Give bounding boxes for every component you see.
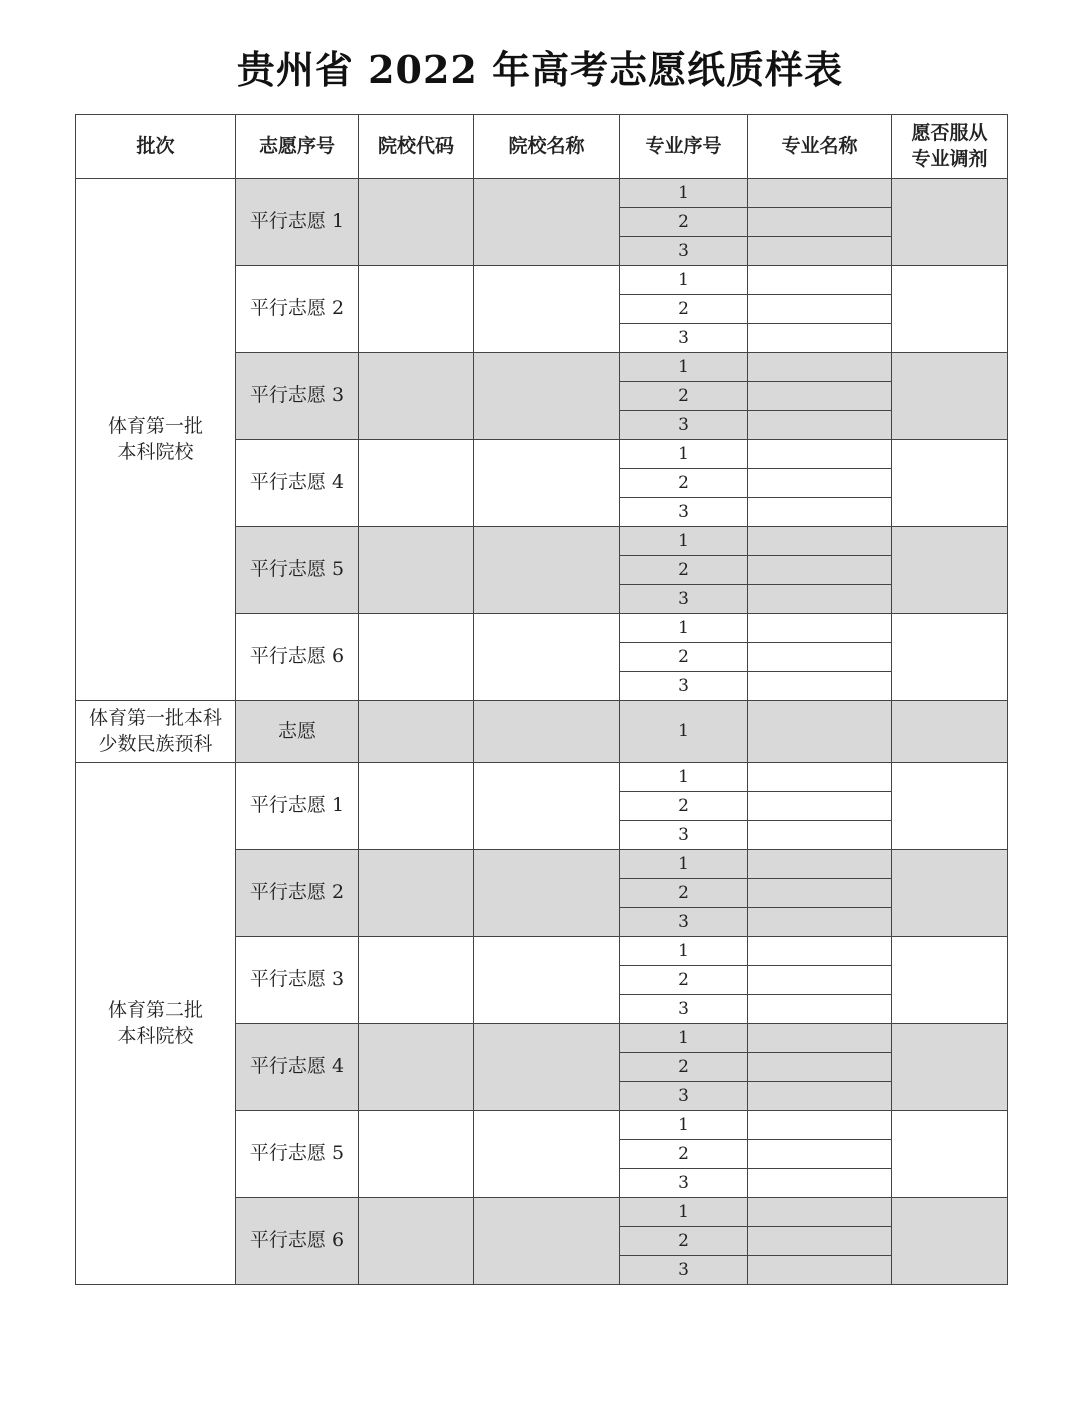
batch-label-line: 本科院校 (117, 1024, 194, 1047)
major-number: 3 (620, 585, 748, 614)
school-name-field[interactable] (474, 1024, 620, 1111)
major-name-field[interactable] (748, 237, 892, 266)
accept-adjustment-field[interactable] (892, 1024, 1008, 1111)
batch-cell (76, 701, 236, 763)
accept-adjustment-field[interactable] (892, 527, 1008, 614)
major-number: 1 (620, 850, 748, 879)
major-name-field[interactable] (748, 353, 892, 382)
major-number: 1 (620, 614, 748, 643)
major-number: 1 (620, 701, 748, 763)
batch-label-line: 本科院校 (117, 440, 194, 463)
accept-adjustment-field[interactable] (892, 440, 1008, 527)
header-adjust-line-2: 专业调剂 (911, 147, 988, 170)
header-accept-adjustment (892, 115, 1008, 179)
header-batch: 批次 (76, 115, 236, 179)
accept-adjustment-field[interactable] (892, 179, 1008, 266)
major-number: 3 (620, 995, 748, 1024)
major-name-field[interactable] (748, 614, 892, 643)
major-number: 2 (620, 1140, 748, 1169)
form-body (76, 179, 1008, 1285)
application-form-table (75, 114, 1008, 1285)
major-name-field[interactable] (748, 850, 892, 879)
major-name-field[interactable] (748, 179, 892, 208)
major-number: 2 (620, 556, 748, 585)
major-name-field[interactable] (748, 1198, 892, 1227)
school-code-field[interactable] (359, 937, 474, 1024)
major-name-field[interactable] (748, 208, 892, 237)
school-name-field[interactable] (474, 179, 620, 266)
major-number: 2 (620, 382, 748, 411)
preference-label: 平行志愿 4 (236, 440, 359, 527)
table-row (76, 763, 1008, 792)
accept-adjustment-field[interactable] (892, 266, 1008, 353)
accept-adjustment-field[interactable] (892, 1198, 1008, 1285)
major-name-field[interactable] (748, 1140, 892, 1169)
page-title: 贵州省 2022 年高考志愿纸质样表 (236, 47, 844, 92)
accept-adjustment-field[interactable] (892, 763, 1008, 850)
major-number: 1 (620, 179, 748, 208)
major-name-field[interactable] (748, 1024, 892, 1053)
preference-label: 平行志愿 4 (236, 1024, 359, 1111)
major-name-field[interactable] (748, 440, 892, 469)
major-name-field[interactable] (748, 879, 892, 908)
school-code-field[interactable] (359, 614, 474, 701)
preference-label: 志愿 (236, 701, 359, 763)
major-name-field[interactable] (748, 1169, 892, 1198)
major-name-field[interactable] (748, 937, 892, 966)
header-preference-number: 志愿序号 (236, 115, 359, 179)
major-name-field[interactable] (748, 527, 892, 556)
school-code-field[interactable] (359, 850, 474, 937)
school-name-field[interactable] (474, 614, 620, 701)
major-number: 2 (620, 208, 748, 237)
preference-label: 平行志愿 3 (236, 937, 359, 1024)
school-code-field[interactable] (359, 179, 474, 266)
preference-label: 平行志愿 6 (236, 1198, 359, 1285)
school-code-field[interactable] (359, 266, 474, 353)
school-name-field[interactable] (474, 1198, 620, 1285)
major-number: 2 (620, 1227, 748, 1256)
batch-cell (76, 763, 236, 1285)
major-name-field[interactable] (748, 1053, 892, 1082)
preference-label: 平行志愿 3 (236, 353, 359, 440)
major-name-field[interactable] (748, 498, 892, 527)
major-name-field[interactable] (748, 643, 892, 672)
major-name-field[interactable] (748, 1256, 892, 1285)
major-number: 3 (620, 237, 748, 266)
preference-label: 平行志愿 2 (236, 850, 359, 937)
major-name-field[interactable] (748, 966, 892, 995)
school-name-field[interactable] (474, 937, 620, 1024)
batch-label-line: 少数民族预科 (98, 732, 213, 755)
major-number: 1 (620, 1198, 748, 1227)
table-row (76, 701, 1008, 763)
major-number: 1 (620, 1024, 748, 1053)
school-name-field[interactable] (474, 527, 620, 614)
school-name-field[interactable] (474, 763, 620, 850)
header-school-name: 院校名称 (474, 115, 620, 179)
major-name-field[interactable] (748, 411, 892, 440)
accept-adjustment-field[interactable] (892, 850, 1008, 937)
major-number: 3 (620, 1256, 748, 1285)
major-number: 3 (620, 498, 748, 527)
accept-adjustment-field[interactable] (892, 353, 1008, 440)
major-number: 3 (620, 1169, 748, 1198)
school-name-field[interactable] (474, 353, 620, 440)
major-number: 2 (620, 469, 748, 498)
major-number: 1 (620, 266, 748, 295)
major-number: 3 (620, 908, 748, 937)
major-number: 1 (620, 763, 748, 792)
major-name-field[interactable] (748, 382, 892, 411)
header-row (76, 115, 1008, 179)
accept-adjustment-field[interactable] (892, 614, 1008, 701)
major-number: 1 (620, 1111, 748, 1140)
school-name-field[interactable] (474, 440, 620, 527)
major-number: 1 (620, 937, 748, 966)
major-number: 3 (620, 1082, 748, 1111)
school-code-field[interactable] (359, 1198, 474, 1285)
school-code-field[interactable] (359, 763, 474, 850)
major-name-field[interactable] (748, 556, 892, 585)
accept-adjustment-field[interactable] (892, 701, 1008, 763)
header-major-number: 专业序号 (620, 115, 748, 179)
major-name-field[interactable] (748, 995, 892, 1024)
major-number: 2 (620, 966, 748, 995)
major-name-field[interactable] (748, 266, 892, 295)
major-name-field[interactable] (748, 763, 892, 792)
school-name-field[interactable] (474, 850, 620, 937)
accept-adjustment-field[interactable] (892, 937, 1008, 1024)
major-name-field[interactable] (748, 1082, 892, 1111)
major-number: 2 (620, 1053, 748, 1082)
major-name-field[interactable] (748, 585, 892, 614)
major-name-field[interactable] (748, 792, 892, 821)
major-number: 1 (620, 440, 748, 469)
major-number: 2 (620, 879, 748, 908)
school-name-field[interactable] (474, 701, 620, 763)
major-number: 2 (620, 643, 748, 672)
school-code-field[interactable] (359, 701, 474, 763)
batch-label-line: 体育第一批本科 (88, 706, 222, 729)
school-code-field[interactable] (359, 1111, 474, 1198)
school-code-field[interactable] (359, 440, 474, 527)
major-number: 2 (620, 792, 748, 821)
preference-label: 平行志愿 1 (236, 179, 359, 266)
major-name-field[interactable] (748, 1227, 892, 1256)
preference-label: 平行志愿 5 (236, 527, 359, 614)
major-number: 3 (620, 821, 748, 850)
major-number: 3 (620, 672, 748, 701)
header-adjust-line-1: 愿否服从 (911, 121, 988, 144)
major-number: 1 (620, 353, 748, 382)
school-code-field[interactable] (359, 353, 474, 440)
major-number: 3 (620, 324, 748, 353)
batch-label-line: 体育第一批 (107, 414, 203, 437)
school-code-field[interactable] (359, 527, 474, 614)
batch-label-line: 体育第二批 (107, 998, 203, 1021)
major-name-field[interactable] (748, 295, 892, 324)
major-name-field[interactable] (748, 1111, 892, 1140)
table-row (76, 179, 1008, 208)
major-name-field[interactable] (748, 672, 892, 701)
major-name-field[interactable] (748, 469, 892, 498)
preference-label: 平行志愿 2 (236, 266, 359, 353)
major-number: 1 (620, 527, 748, 556)
preference-label: 平行志愿 5 (236, 1111, 359, 1198)
major-name-field[interactable] (748, 821, 892, 850)
header-school-code: 院校代码 (359, 115, 474, 179)
batch-cell (76, 179, 236, 701)
major-name-field[interactable] (748, 908, 892, 937)
school-name-field[interactable] (474, 1111, 620, 1198)
major-name-field[interactable] (748, 701, 892, 763)
header-major-name: 专业名称 (748, 115, 892, 179)
accept-adjustment-field[interactable] (892, 1111, 1008, 1198)
school-code-field[interactable] (359, 1024, 474, 1111)
preference-label: 平行志愿 6 (236, 614, 359, 701)
major-name-field[interactable] (748, 324, 892, 353)
major-number: 3 (620, 411, 748, 440)
preference-label: 平行志愿 1 (236, 763, 359, 850)
major-number: 2 (620, 295, 748, 324)
school-name-field[interactable] (474, 266, 620, 353)
